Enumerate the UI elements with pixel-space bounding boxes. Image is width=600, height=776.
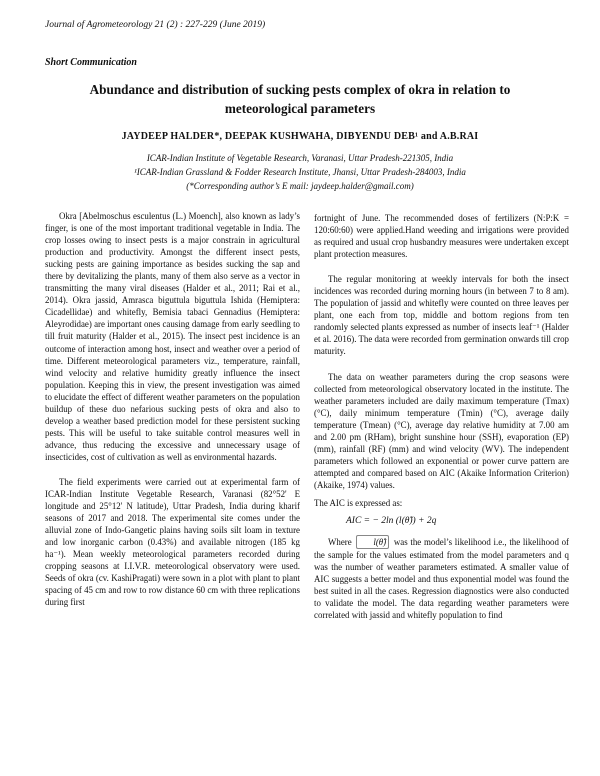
- journal-citation: Journal of Agrometeorology 21 (2) : 227-229 (June 2019): [45, 20, 266, 30]
- correspondence: (*Corresponding author’s E mail: jaydeep.halder@gmail.com): [186, 181, 414, 191]
- aic-formula: AIC = − 2ln (l(θ̂)) + 2q: [346, 516, 437, 527]
- paragraph: [314, 535, 569, 621]
- affiliation-1: ICAR-Indian Institute of Vegetable Research, Varanasi, Uttar Pradesh-221305, India: [146, 153, 454, 163]
- affiliation-2: ¹ICAR-Indian Grassland & Fodder Research Institute, Jhansi, Uttar Pradesh-284003, India: [134, 167, 466, 177]
- paragraph: The regular monitoring at weekly intervals for both the insect incidences was recorded during morning hours (in between 7 to 8 am). The population of jassid and whitefly were counted on three leaves per plant, one each from top, middle and bottom regions from ten randomly selected plants expressed as number of insects leaf⁻¹ (Halder et al. 2016). The data were recorded from germination onwards till crop maturity.: [314, 274, 569, 357]
- paragraph: The field experiments were carried out at experimental farm of ICAR-Indian Institute Vegetable Research, Varanasi (82°52' E longitude and 25°12' N latitude), Uttar Pradesh, India during kharif seasons of 2017 and 2018. The experimental site comes under the alluvial zone of Indo-Gangetic plains having soils silt loam in texture and low inorganic carbon (0.43%) and available nitrogen (185 kg ha⁻¹). Mean weekly meteorological parameters recorded during cropping seasons at I.I.V.R. meteorological observatory were used. Seeds of okra (cv. KashiPragati) were sown in a plot with plant to plant spacing of 45 cm and row to row distance 60 cm with three replications during first: [45, 476, 300, 608]
- left-column: [45, 210, 300, 609]
- affiliations: [40, 151, 560, 193]
- author-list: JAYDEEP HALDER*, DEEPAK KUSHWAHA, DIBYENDU DEB¹ and A.B.RAI: [121, 131, 479, 142]
- where-text: was the model’s likelihood i.e., the likelihood of the sample for the values estimated from the model parameters and q was the number of weather parameters estimated. A smaller value of AIC suggests a better model and thus exponential model was found the best suited in all the cases. Regression diagnostics were also conducted to validate the model. The data regarding weather parameters were correlated with jassid and whitefly population to find: [314, 537, 570, 621]
- aic-intro: The AIC is expressed as:: [314, 497, 403, 508]
- paragraph: The data on weather parameters during the crop seasons were collected from meteorological observatory located in the institute. The weather parameters included are daily maximum temperature (Tmax) (°C), daily minimum temperature (Tmin) (°C), average daily temperature (Tmean) (°C), average day relative humidity at 7.00 am and 2.00 pm (RHam), bright sunshine hour (SSH), evaporation (EP) (mm), rainfall (RF) (mm) and wind velocity (WV). The independent parameters which followed an exponential or power curve pattern are attempted and compared based on AIC (Akaike Information Criterion) (Akaike, 1974) values.: [314, 371, 569, 490]
- right-column: [314, 212, 569, 621]
- where-word: Where: [328, 537, 352, 548]
- paragraph: Okra [Abelmoschus esculentus (L.) Moench], also known as lady’s finger, is one of the most important traditional vegetable in India. The crop losses owing to insect pests is a major constrain in agricultural production and productivity. Amongst the different insect pests, sucking pests are gaining importance as besides sucking the sap and there by devitalizing the plants, many of them also serve as a vector in transmitting the many viral diseases (Halder et al., 2011; Rai et al., 2014). Okra jassid, Amrasca biguttula biguttula Ishida (Hemiptera: Cicadellidae) and whitefly, Bemisia tabaci Gennadius (Hemiptera: Aleyrodidae) are important ones causing damage from early seedling to till fruit maturity (Halder et al., 2015). The insect pest incidence is an outcome of interaction among host, insect and weather over a period of time. Different meteorological parameters viz., temperature, rainfall, wind velocity and relative humidity greatly influence the insect population. Keeping this in view, the present investigation was aimed to elucidate the effect of different weather parameters on the population buildup of these duo nefarious sucking pests of okra and also to develop a weather based prediction model for these persistent sucking pests. This will be useful to take suitable control measures well in advance, thus reducing the excessive and unnecessary usage of insecticides, cost of cultivation as well as environmental hazards.: [45, 211, 300, 462]
- likelihood-symbol: l(θ̂): [356, 535, 389, 549]
- section-label: Short Communication: [45, 57, 137, 68]
- paragraph: fortnight of June. The recommended doses of fertilizers (N:P:K = 120:60:60) were applied.Hand weeding and irrigations were provided as required and usual crop husbandry measures were undertaken except plant protection measures.: [314, 213, 569, 260]
- article-title: Abundance and distribution of sucking pests complex of okra in relation to meteorological parameters: [89, 82, 511, 116]
